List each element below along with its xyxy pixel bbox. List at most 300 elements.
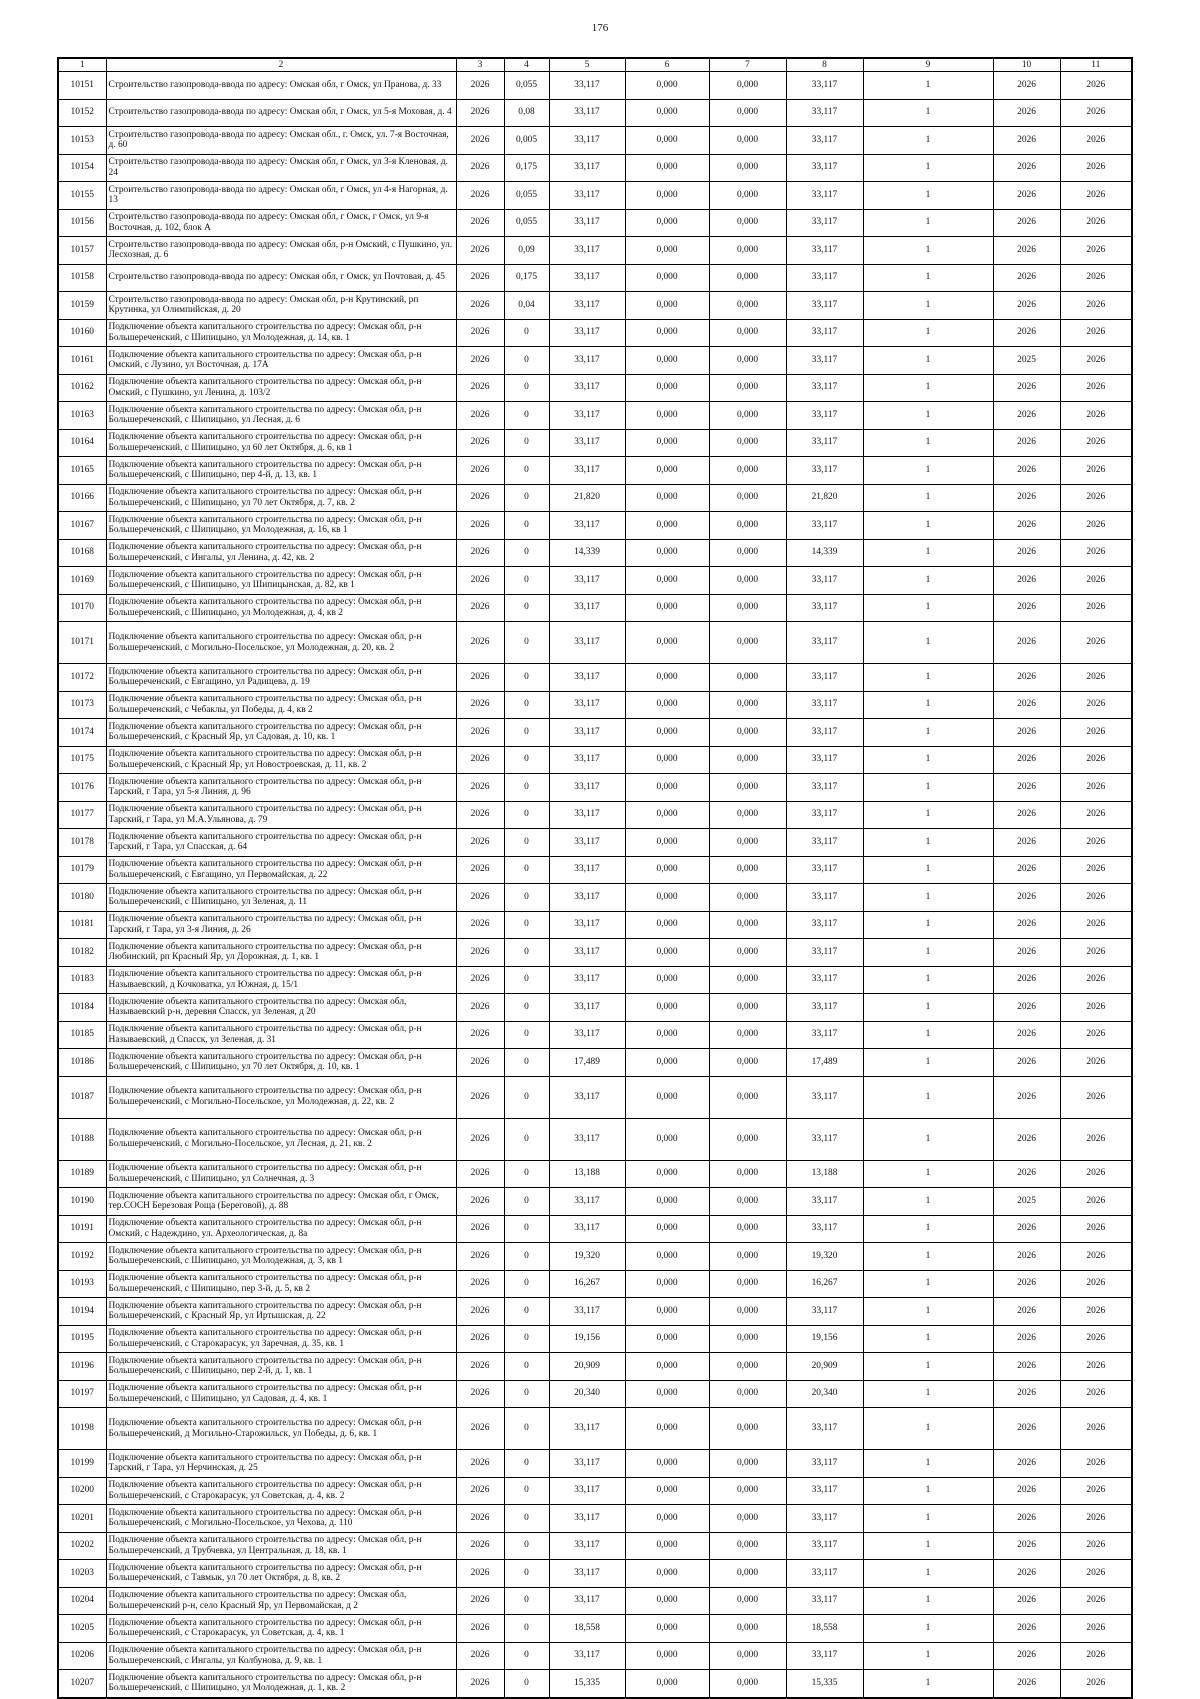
- year-cell: 2026: [456, 884, 504, 912]
- cost-col6-cell: 0,000: [625, 457, 709, 485]
- start-year-cell: 2026: [993, 1587, 1060, 1615]
- table-row: [58, 292, 1132, 320]
- column-number-header: 11: [1060, 58, 1132, 72]
- cost-col7-cell: 0,000: [709, 264, 786, 292]
- cost-col6-cell: 0,000: [625, 209, 709, 237]
- table-row: [58, 484, 1132, 512]
- quantity-cell: 1: [863, 127, 993, 155]
- length-cell: 0: [504, 319, 549, 347]
- start-year-cell: 2026: [993, 1118, 1060, 1160]
- year-cell: 2026: [456, 539, 504, 567]
- cost-col8-cell: 21,820: [786, 484, 863, 512]
- cost-col8-cell: 33,117: [786, 664, 863, 692]
- end-year-cell: 2026: [1060, 374, 1132, 402]
- cost-col7-cell: 0,000: [709, 1353, 786, 1381]
- cost-col7-cell: 0,000: [709, 1049, 786, 1077]
- cost-col6-cell: 0,000: [625, 99, 709, 127]
- quantity-cell: 1: [863, 539, 993, 567]
- year-cell: 2026: [456, 829, 504, 857]
- start-year-cell: 2026: [993, 319, 1060, 347]
- length-cell: 0: [504, 691, 549, 719]
- table-row: [58, 719, 1132, 747]
- total-cost-cell: 33,117: [549, 746, 625, 774]
- quantity-cell: 1: [863, 1408, 993, 1450]
- length-cell: 0: [504, 484, 549, 512]
- row-id-cell: 10155: [58, 182, 106, 210]
- column-number-header: 6: [625, 58, 709, 72]
- cost-col8-cell: 33,117: [786, 691, 863, 719]
- total-cost-cell: 14,339: [549, 539, 625, 567]
- start-year-cell: 2026: [993, 99, 1060, 127]
- row-id-cell: 10198: [58, 1408, 106, 1450]
- length-cell: 0,08: [504, 99, 549, 127]
- total-cost-cell: 15,335: [549, 1670, 625, 1698]
- length-cell: 0: [504, 1642, 549, 1670]
- row-id-cell: 10179: [58, 856, 106, 884]
- cost-col6-cell: 0,000: [625, 856, 709, 884]
- start-year-cell: 2026: [993, 939, 1060, 967]
- total-cost-cell: 33,117: [549, 1215, 625, 1243]
- cost-col8-cell: 33,117: [786, 1450, 863, 1478]
- quantity-cell: 1: [863, 72, 993, 100]
- column-number-header: 5: [549, 58, 625, 72]
- total-cost-cell: 33,117: [549, 1408, 625, 1450]
- quantity-cell: 1: [863, 347, 993, 375]
- quantity-cell: 1: [863, 1670, 993, 1698]
- end-year-cell: 2026: [1060, 1505, 1132, 1533]
- cost-col7-cell: 0,000: [709, 719, 786, 747]
- year-cell: 2026: [456, 209, 504, 237]
- row-id-cell: 10205: [58, 1615, 106, 1643]
- cost-col7-cell: 0,000: [709, 1587, 786, 1615]
- row-id-cell: 10166: [58, 484, 106, 512]
- description-cell: Подключение объекта капитального строительства по адресу: Омская обл, р-н Большереченский, с Шипицыно, ул 70 лет Октября, д. 7, кв. 2: [106, 484, 456, 512]
- start-year-cell: 2026: [993, 1380, 1060, 1408]
- start-year-cell: 2026: [993, 1215, 1060, 1243]
- cost-col6-cell: 0,000: [625, 1118, 709, 1160]
- end-year-cell: 2026: [1060, 1215, 1132, 1243]
- length-cell: 0: [504, 429, 549, 457]
- description-cell: Подключение объекта капитального строительства по адресу: Омская обл, Большереченский р-н, село Красный Яр, ул Первомайская, д 2: [106, 1587, 456, 1615]
- start-year-cell: 2026: [993, 539, 1060, 567]
- year-cell: 2026: [456, 719, 504, 747]
- description-cell: Подключение объекта капитального строительства по адресу: Омская обл, р-н Любинский, рп Красный Яр, ул Дорожная, д. 1, кв. 1: [106, 939, 456, 967]
- description-cell: Подключение объекта капитального строительства по адресу: Омская обл, р-н Тарский, г Тара, ул М.А.Ульянова, д. 79: [106, 801, 456, 829]
- table-row: [58, 182, 1132, 210]
- quantity-cell: 1: [863, 884, 993, 912]
- total-cost-cell: 33,117: [549, 691, 625, 719]
- year-cell: 2026: [456, 237, 504, 265]
- table-row: [58, 429, 1132, 457]
- end-year-cell: 2026: [1060, 994, 1132, 1022]
- cost-col7-cell: 0,000: [709, 1160, 786, 1188]
- cost-col8-cell: 33,117: [786, 1587, 863, 1615]
- year-cell: 2026: [456, 1215, 504, 1243]
- row-id-cell: 10181: [58, 911, 106, 939]
- row-id-cell: 10180: [58, 884, 106, 912]
- end-year-cell: 2026: [1060, 1587, 1132, 1615]
- cost-col7-cell: 0,000: [709, 622, 786, 664]
- row-id-cell: 10188: [58, 1118, 106, 1160]
- page-number: 176: [591, 22, 609, 34]
- quantity-cell: 1: [863, 264, 993, 292]
- cost-col7-cell: 0,000: [709, 457, 786, 485]
- description-cell: Подключение объекта капитального строительства по адресу: Омская обл, р-н Большереченский, с Красный Яр, ул Новостроевская, д. 11, кв. 2: [106, 746, 456, 774]
- table-row: [58, 1450, 1132, 1478]
- length-cell: 0,175: [504, 264, 549, 292]
- year-cell: 2026: [456, 1450, 504, 1478]
- end-year-cell: 2026: [1060, 402, 1132, 430]
- year-cell: 2026: [456, 374, 504, 402]
- table-row: [58, 594, 1132, 622]
- cost-col7-cell: 0,000: [709, 939, 786, 967]
- row-id-cell: 10200: [58, 1477, 106, 1505]
- total-cost-cell: 33,117: [549, 1477, 625, 1505]
- cost-col6-cell: 0,000: [625, 1615, 709, 1643]
- description-cell: Подключение объекта капитального строительства по адресу: Омская обл, р-н Тарский, г Тара, ул 5-я Линия, д. 96: [106, 774, 456, 802]
- description-cell: Подключение объекта капитального строительства по адресу: Омская обл, р-н Большереченский, с Старокарасук, ул Советская, д. 4, кв. 2: [106, 1477, 456, 1505]
- row-id-cell: 10178: [58, 829, 106, 857]
- cost-col6-cell: 0,000: [625, 1353, 709, 1381]
- table-row: [58, 622, 1132, 664]
- total-cost-cell: 20,340: [549, 1380, 625, 1408]
- start-year-cell: 2026: [993, 911, 1060, 939]
- cost-col7-cell: 0,000: [709, 856, 786, 884]
- cost-col8-cell: 33,117: [786, 154, 863, 182]
- quantity-cell: 1: [863, 484, 993, 512]
- cost-col6-cell: 0,000: [625, 1021, 709, 1049]
- cost-col7-cell: 0,000: [709, 1021, 786, 1049]
- year-cell: 2026: [456, 1560, 504, 1588]
- table-row: [58, 774, 1132, 802]
- table-row: [58, 1215, 1132, 1243]
- description-cell: Подключение объекта капитального строительства по адресу: Омская обл, р-н Большереченский, с Евгащино, ул Радищева, д. 19: [106, 664, 456, 692]
- length-cell: 0: [504, 994, 549, 1022]
- description-cell: Подключение объекта капитального строительства по адресу: Омская обл, р-н Большереченский, с Шипицыно, ул Молодежная, д. 1, кв. 2: [106, 1670, 456, 1698]
- quantity-cell: 1: [863, 719, 993, 747]
- cost-col7-cell: 0,000: [709, 319, 786, 347]
- year-cell: 2026: [456, 966, 504, 994]
- cost-col7-cell: 0,000: [709, 1408, 786, 1450]
- year-cell: 2026: [456, 774, 504, 802]
- year-cell: 2026: [456, 1160, 504, 1188]
- year-cell: 2026: [456, 72, 504, 100]
- cost-col7-cell: 0,000: [709, 374, 786, 402]
- quantity-cell: 1: [863, 1188, 993, 1216]
- cost-col6-cell: 0,000: [625, 829, 709, 857]
- cost-col8-cell: 33,117: [786, 1642, 863, 1670]
- end-year-cell: 2026: [1060, 801, 1132, 829]
- table-row: [58, 801, 1132, 829]
- cost-col8-cell: 33,117: [786, 402, 863, 430]
- total-cost-cell: 33,117: [549, 1076, 625, 1118]
- cost-col7-cell: 0,000: [709, 127, 786, 155]
- total-cost-cell: 33,117: [549, 319, 625, 347]
- end-year-cell: 2026: [1060, 664, 1132, 692]
- cost-col7-cell: 0,000: [709, 664, 786, 692]
- cost-col8-cell: 33,117: [786, 966, 863, 994]
- end-year-cell: 2026: [1060, 457, 1132, 485]
- row-id-cell: 10160: [58, 319, 106, 347]
- row-id-cell: 10157: [58, 237, 106, 265]
- total-cost-cell: 33,117: [549, 209, 625, 237]
- column-number-header: 1: [58, 58, 106, 72]
- quantity-cell: 1: [863, 966, 993, 994]
- row-id-cell: 10175: [58, 746, 106, 774]
- cost-col6-cell: 0,000: [625, 801, 709, 829]
- total-cost-cell: 33,117: [549, 622, 625, 664]
- table-row: [58, 1076, 1132, 1118]
- cost-col8-cell: 33,117: [786, 911, 863, 939]
- quantity-cell: 1: [863, 237, 993, 265]
- cost-col6-cell: 0,000: [625, 1188, 709, 1216]
- cost-col6-cell: 0,000: [625, 622, 709, 664]
- year-cell: 2026: [456, 1642, 504, 1670]
- cost-col7-cell: 0,000: [709, 512, 786, 540]
- row-id-cell: 10161: [58, 347, 106, 375]
- length-cell: 0: [504, 1670, 549, 1698]
- cost-col7-cell: 0,000: [709, 1325, 786, 1353]
- start-year-cell: 2026: [993, 292, 1060, 320]
- end-year-cell: 2026: [1060, 622, 1132, 664]
- length-cell: 0: [504, 746, 549, 774]
- description-cell: Подключение объекта капитального строительства по адресу: Омская обл, р-н Тарский, г Тара, ул Спасская, д. 64: [106, 829, 456, 857]
- total-cost-cell: 19,320: [549, 1243, 625, 1271]
- end-year-cell: 2026: [1060, 1076, 1132, 1118]
- length-cell: 0,055: [504, 72, 549, 100]
- year-cell: 2026: [456, 484, 504, 512]
- total-cost-cell: 33,117: [549, 512, 625, 540]
- year-cell: 2026: [456, 99, 504, 127]
- table-row: [58, 911, 1132, 939]
- quantity-cell: 1: [863, 939, 993, 967]
- start-year-cell: 2026: [993, 691, 1060, 719]
- table-row: [58, 1587, 1132, 1615]
- row-id-cell: 10169: [58, 567, 106, 595]
- length-cell: 0,005: [504, 127, 549, 155]
- length-cell: 0,055: [504, 182, 549, 210]
- cost-col7-cell: 0,000: [709, 994, 786, 1022]
- table-row: [58, 664, 1132, 692]
- length-cell: 0: [504, 939, 549, 967]
- end-year-cell: 2026: [1060, 774, 1132, 802]
- end-year-cell: 2026: [1060, 1532, 1132, 1560]
- description-cell: Подключение объекта капитального строительства по адресу: Омская обл, р-н Омский, с Пушкино, ул Ленина, д. 103/2: [106, 374, 456, 402]
- year-cell: 2026: [456, 664, 504, 692]
- quantity-cell: 1: [863, 319, 993, 347]
- cost-col7-cell: 0,000: [709, 1560, 786, 1588]
- start-year-cell: 2026: [993, 1076, 1060, 1118]
- row-id-cell: 10183: [58, 966, 106, 994]
- start-year-cell: 2026: [993, 966, 1060, 994]
- cost-col6-cell: 0,000: [625, 884, 709, 912]
- description-cell: Подключение объекта капитального строительства по адресу: Омская обл, р-н Большереченский, с Могильно-Посельское, ул Молодежная, д. 22, кв. 2: [106, 1076, 456, 1118]
- description-cell: Строительство газопровода-ввода по адресу: Омская обл., г. Омск, ул. 7-я Восточная, д. 60: [106, 127, 456, 155]
- end-year-cell: 2026: [1060, 691, 1132, 719]
- cost-col6-cell: 0,000: [625, 1450, 709, 1478]
- end-year-cell: 2026: [1060, 127, 1132, 155]
- year-cell: 2026: [456, 1188, 504, 1216]
- total-cost-cell: 33,117: [549, 72, 625, 100]
- row-id-cell: 10186: [58, 1049, 106, 1077]
- description-cell: Подключение объекта капитального строительства по адресу: Омская обл, г Омск, тер.СОСН Березовая Роща (Береговой), д. 88: [106, 1188, 456, 1216]
- cost-col7-cell: 0,000: [709, 911, 786, 939]
- year-cell: 2026: [456, 622, 504, 664]
- cost-col8-cell: 33,117: [786, 182, 863, 210]
- cost-col6-cell: 0,000: [625, 1243, 709, 1271]
- quantity-cell: 1: [863, 1325, 993, 1353]
- description-cell: Подключение объекта капитального строительства по адресу: Омская обл, р-н Большереченский, с Могильно-Посельское, ул Лесная, д. 21, кв. 2: [106, 1118, 456, 1160]
- total-cost-cell: 33,117: [549, 429, 625, 457]
- total-cost-cell: 33,117: [549, 1560, 625, 1588]
- row-id-cell: 10173: [58, 691, 106, 719]
- quantity-cell: 1: [863, 1505, 993, 1533]
- total-cost-cell: 33,117: [549, 402, 625, 430]
- cost-col8-cell: 20,340: [786, 1380, 863, 1408]
- cost-col7-cell: 0,000: [709, 1477, 786, 1505]
- start-year-cell: 2026: [993, 1298, 1060, 1326]
- start-year-cell: 2026: [993, 374, 1060, 402]
- cost-col6-cell: 0,000: [625, 237, 709, 265]
- end-year-cell: 2026: [1060, 911, 1132, 939]
- cost-col8-cell: 33,117: [786, 774, 863, 802]
- cost-col6-cell: 0,000: [625, 691, 709, 719]
- column-number-header: 3: [456, 58, 504, 72]
- end-year-cell: 2026: [1060, 594, 1132, 622]
- length-cell: 0: [504, 911, 549, 939]
- cost-col7-cell: 0,000: [709, 1380, 786, 1408]
- start-year-cell: 2026: [993, 182, 1060, 210]
- year-cell: 2026: [456, 264, 504, 292]
- description-cell: Подключение объекта капитального строительства по адресу: Омская обл, р-н Большереченский, д Могильно-Старожильск, ул Победы, д. 6, кв. 1: [106, 1408, 456, 1450]
- row-id-cell: 10158: [58, 264, 106, 292]
- row-id-cell: 10171: [58, 622, 106, 664]
- cost-col7-cell: 0,000: [709, 1215, 786, 1243]
- table-row: [58, 237, 1132, 265]
- description-cell: Подключение объекта капитального строительства по адресу: Омская обл, р-н Большереченский, с Шипицыно, ул 70 лет Октября, д. 10, кв. 1: [106, 1049, 456, 1077]
- quantity-cell: 1: [863, 292, 993, 320]
- cost-col8-cell: 33,117: [786, 884, 863, 912]
- cost-col7-cell: 0,000: [709, 209, 786, 237]
- total-cost-cell: 16,267: [549, 1270, 625, 1298]
- cost-col7-cell: 0,000: [709, 1615, 786, 1643]
- row-id-cell: 10167: [58, 512, 106, 540]
- table-row: [58, 966, 1132, 994]
- cost-col6-cell: 0,000: [625, 347, 709, 375]
- cost-col7-cell: 0,000: [709, 1670, 786, 1698]
- row-id-cell: 10204: [58, 1587, 106, 1615]
- total-cost-cell: 33,117: [549, 594, 625, 622]
- end-year-cell: 2026: [1060, 1477, 1132, 1505]
- start-year-cell: 2026: [993, 1505, 1060, 1533]
- total-cost-cell: 33,117: [549, 664, 625, 692]
- cost-col6-cell: 0,000: [625, 1560, 709, 1588]
- row-id-cell: 10154: [58, 154, 106, 182]
- year-cell: 2026: [456, 1408, 504, 1450]
- row-id-cell: 10195: [58, 1325, 106, 1353]
- cost-col6-cell: 0,000: [625, 72, 709, 100]
- start-year-cell: 2025: [993, 347, 1060, 375]
- total-cost-cell: 33,117: [549, 182, 625, 210]
- cost-col8-cell: 33,117: [786, 319, 863, 347]
- year-cell: 2026: [456, 402, 504, 430]
- cost-col7-cell: 0,000: [709, 154, 786, 182]
- cost-col6-cell: 0,000: [625, 512, 709, 540]
- total-cost-cell: 13,188: [549, 1160, 625, 1188]
- start-year-cell: 2026: [993, 127, 1060, 155]
- description-cell: Подключение объекта капитального строительства по адресу: Омская обл, р-н Большереченский, д Трубчевка, ул Центральная, д. 18, кв. 1: [106, 1532, 456, 1560]
- start-year-cell: 2026: [993, 1325, 1060, 1353]
- quantity-cell: 1: [863, 1353, 993, 1381]
- total-cost-cell: 33,117: [549, 856, 625, 884]
- year-cell: 2026: [456, 182, 504, 210]
- table-row: [58, 347, 1132, 375]
- cost-col6-cell: 0,000: [625, 1477, 709, 1505]
- end-year-cell: 2026: [1060, 966, 1132, 994]
- total-cost-cell: 33,117: [549, 994, 625, 1022]
- row-id-cell: 10164: [58, 429, 106, 457]
- row-id-cell: 10168: [58, 539, 106, 567]
- end-year-cell: 2026: [1060, 539, 1132, 567]
- start-year-cell: 2026: [993, 719, 1060, 747]
- cost-col8-cell: 33,117: [786, 347, 863, 375]
- length-cell: 0,09: [504, 237, 549, 265]
- description-cell: Строительство газопровода-ввода по адресу: Омская обл, г Омск, ул 3-я Кленовая, д. 24: [106, 154, 456, 182]
- year-cell: 2026: [456, 567, 504, 595]
- row-id-cell: 10162: [58, 374, 106, 402]
- end-year-cell: 2026: [1060, 154, 1132, 182]
- length-cell: 0: [504, 664, 549, 692]
- year-cell: 2026: [456, 457, 504, 485]
- total-cost-cell: 33,117: [549, 1021, 625, 1049]
- cost-col6-cell: 0,000: [625, 154, 709, 182]
- start-year-cell: 2026: [993, 72, 1060, 100]
- cost-col7-cell: 0,000: [709, 567, 786, 595]
- total-cost-cell: 33,117: [549, 1587, 625, 1615]
- year-cell: 2026: [456, 1477, 504, 1505]
- row-id-cell: 10201: [58, 1505, 106, 1533]
- table-row: [58, 127, 1132, 155]
- description-cell: Подключение объекта капитального строительства по адресу: Омская обл, р-н Большереченский, с Шипицыно, ул Шипицынская, д. 82, кв 1: [106, 567, 456, 595]
- end-year-cell: 2026: [1060, 1298, 1132, 1326]
- row-id-cell: 10184: [58, 994, 106, 1022]
- end-year-cell: 2026: [1060, 182, 1132, 210]
- cost-col6-cell: 0,000: [625, 911, 709, 939]
- row-id-cell: 10197: [58, 1380, 106, 1408]
- description-cell: Подключение объекта капитального строительства по адресу: Омская обл, р-н Большереченский, с Могильно-Посельское, ул Молодежная, д. 20, кв. 2: [106, 622, 456, 664]
- total-cost-cell: 17,489: [549, 1049, 625, 1077]
- description-cell: Подключение объекта капитального строительства по адресу: Омская обл, р-н Большереченский, с Шипицыно, пер 3-й, д. 5, кв 2: [106, 1270, 456, 1298]
- quantity-cell: 1: [863, 1532, 993, 1560]
- total-cost-cell: 33,117: [549, 1188, 625, 1216]
- cost-col8-cell: 33,117: [786, 594, 863, 622]
- cost-col7-cell: 0,000: [709, 1076, 786, 1118]
- description-cell: Подключение объекта капитального строительства по адресу: Омская обл, р-н Называевский, д Спасск, ул Зеленая, д. 31: [106, 1021, 456, 1049]
- table-row: [58, 72, 1132, 100]
- length-cell: 0: [504, 512, 549, 540]
- start-year-cell: 2025: [993, 1188, 1060, 1216]
- row-id-cell: 10193: [58, 1270, 106, 1298]
- description-cell: Подключение объекта капитального строительства по адресу: Омская обл, р-н Большереченский, с Шипицыно, ул Солнечная, д. 3: [106, 1160, 456, 1188]
- year-cell: 2026: [456, 1532, 504, 1560]
- year-cell: 2026: [456, 1615, 504, 1643]
- quantity-cell: 1: [863, 1049, 993, 1077]
- table-row: [58, 1560, 1132, 1588]
- cost-col8-cell: 19,320: [786, 1243, 863, 1271]
- end-year-cell: 2026: [1060, 884, 1132, 912]
- row-id-cell: 10156: [58, 209, 106, 237]
- description-cell: Подключение объекта капитального строительства по адресу: Омская обл, р-н Большереченский, с Ингалы, ул Колбунова, д. 9, кв. 1: [106, 1642, 456, 1670]
